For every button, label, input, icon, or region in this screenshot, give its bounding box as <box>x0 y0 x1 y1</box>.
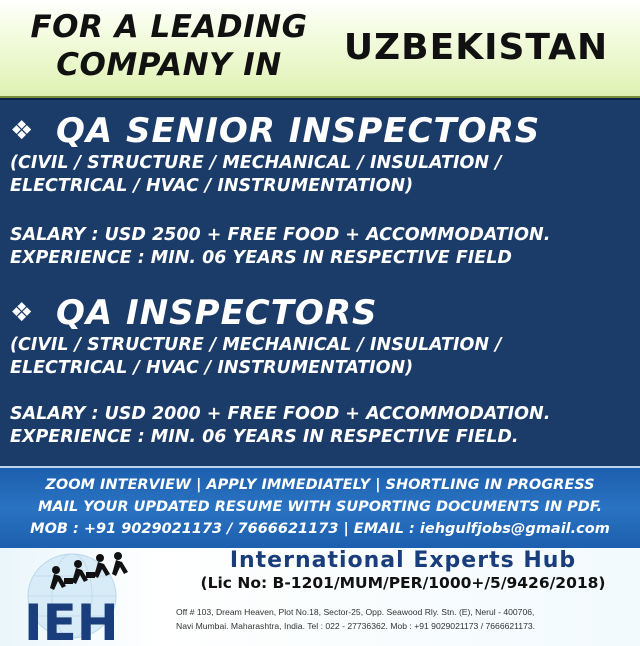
job-salary: SALARY : USD 2000 + FREE FOOD + ACCOMMODATION. <box>10 404 551 424</box>
header-lead-line2: COMPANY IN <box>56 47 282 83</box>
address-line1: Off # 103, Dream Heaven, Plot No.18, Sector-25, Opp. Seawood Rly. Stn. (E), Nerul - 400706, <box>176 607 535 617</box>
logo-text: IEH <box>24 594 119 644</box>
job-disciplines-line1: (CIVIL / STRUCTURE / MECHANICAL / INSULATION / <box>10 335 502 355</box>
job-title-text: QA SENIOR INSPECTORS <box>56 111 541 151</box>
job-title-senior-inspectors <box>10 110 540 152</box>
job-title-inspectors <box>10 292 378 334</box>
apply-info-line: ZOOM INTERVIEW | APPLY IMMEDIATELY | SHORTLING IN PROGRESS <box>45 477 595 493</box>
job-experience: EXPERIENCE : MIN. 06 YEARS IN RESPECTIVE FIELD. <box>10 427 519 447</box>
diamond-bullet-icon: ❖ <box>10 116 35 146</box>
job-experience: EXPERIENCE : MIN. 06 YEARS IN RESPECTIVE FIELD <box>10 248 512 268</box>
job-listings-panel <box>0 98 640 468</box>
job-salary: SALARY : USD 2500 + FREE FOOD + ACCOMMODATION. <box>10 225 551 245</box>
footer <box>0 548 640 646</box>
organization-name: International Experts Hub <box>229 548 577 573</box>
apply-banner <box>0 466 640 550</box>
job-disciplines-line1: (CIVIL / STRUCTURE / MECHANICAL / INSULATION / <box>10 153 502 173</box>
job-title-text: QA INSPECTORS <box>56 293 378 333</box>
job-disciplines-line2: ELECTRICAL / HVAC / INSTRUMENTATION) <box>10 358 414 378</box>
apply-instructions-line: MAIL YOUR UPDATED RESUME WITH SUPORTING DOCUMENTS IN PDF. <box>37 499 603 515</box>
header-banner <box>0 0 640 99</box>
job-disciplines-line2: ELECTRICAL / HVAC / INSTRUMENTATION) <box>10 176 414 196</box>
header-lead-line1: FOR A LEADING <box>30 9 308 45</box>
license-number: (Lic No: B-1201/MUM/PER/1000+/5/9426/2018) <box>200 574 606 592</box>
contact-line: MOB : +91 9029021173 / 7666621173 | EMAIL : iehgulfjobs@gmail.com <box>30 521 610 537</box>
header-lead-text <box>14 8 324 84</box>
ieh-logo <box>10 548 160 644</box>
diamond-bullet-icon: ❖ <box>10 298 35 328</box>
address-line2: Navi Mumbai. Maharashtra, India. Tel : 022 - 27736362. Mob : +91 9029021173 / 7666621173. <box>176 621 536 631</box>
header-country: UZBEKISTAN <box>343 27 609 68</box>
